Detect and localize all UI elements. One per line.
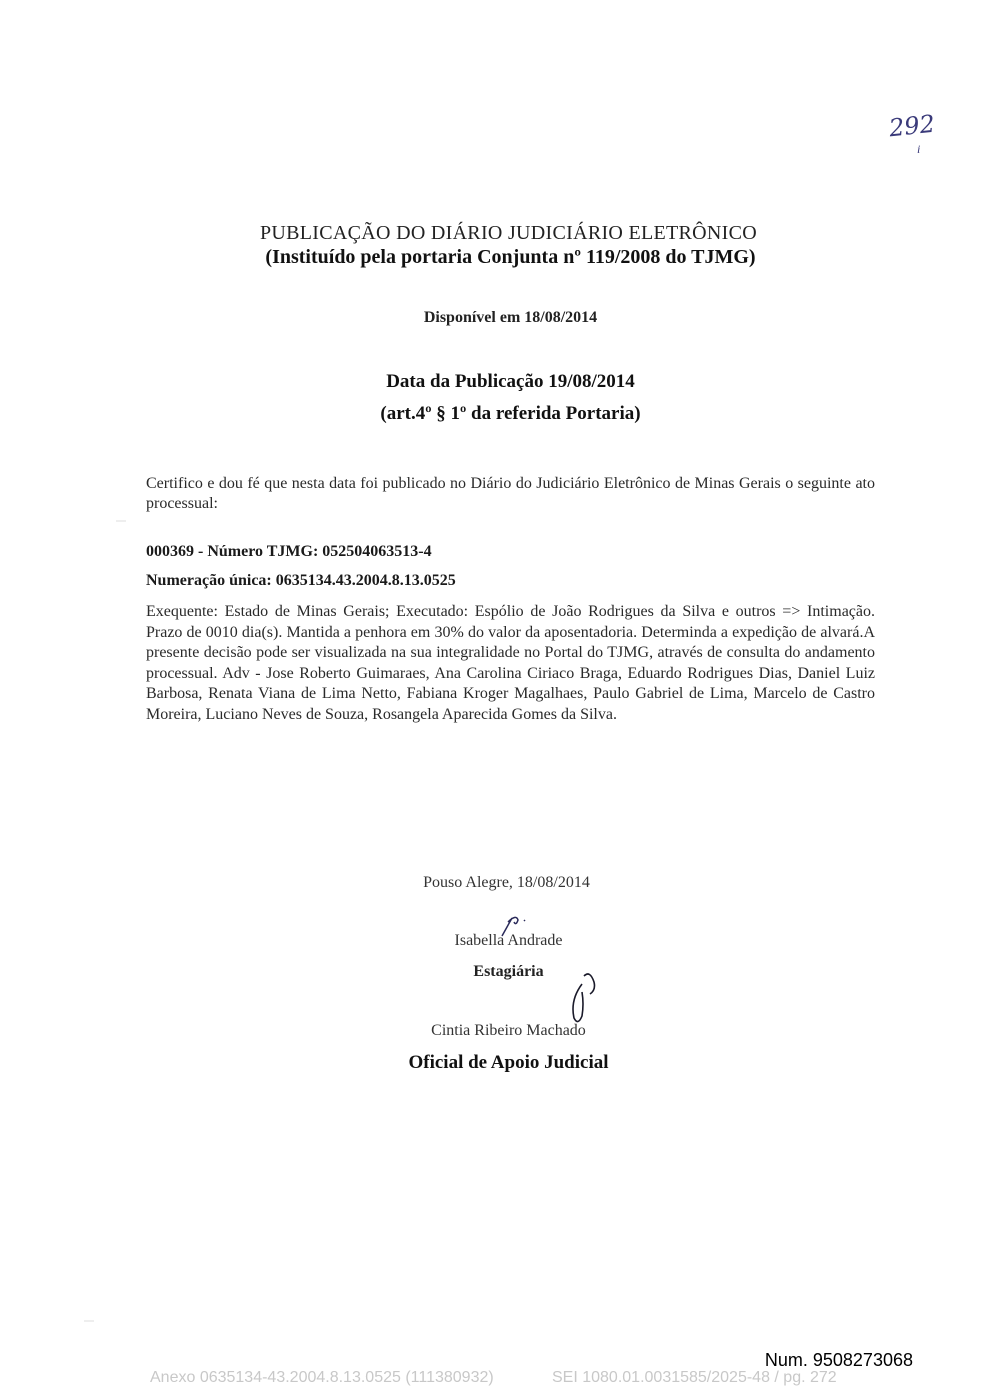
scan-artifact (84, 1320, 94, 1322)
scan-artifact (116, 520, 126, 522)
process-number: 000369 - Número TJMG: 052504063513-4 (146, 543, 432, 560)
official-role: Oficial de Apoio Judicial (408, 1052, 609, 1073)
intern-name: Isabella Andrade (454, 932, 563, 949)
publication-date: Data da Publicação 19/08/2014 (386, 371, 635, 392)
unique-process-number: Numeração única: 0635134.43.2004.8.13.0525 (146, 572, 456, 589)
document-subtitle: (Instituído pela portaria Conjunta nº 119/2008 do TJMG) (265, 246, 756, 268)
decision-paragraph: Exequente: Estado de Minas Gerais; Executado: Espólio de João Rodrigues da Silva e outros => Intimação. Prazo de 0010 dia(s). Mantida a penhora em 30% do valor da aposentadoria. Determinda a expedição de alvará.A presente decisão pode ser visualizada na sua integralidade no Portal do TJMG, através de consulta do andamento processual. Adv - Jose Roberto Guimaraes, Ana Carolina Ciriaco Braga, Eduardo Rodrigues Dias, Daniel Luiz Barbosa, Renata Viana de Lima Netto, Fabiana Kroger Magalhaes, Paulo Gabriel de Lima, Marcelo de Castro Moreira, Luciano Neves de Souza, Rosangela Aparecida Gomes da Silva. (146, 603, 875, 723)
place-date: Pouso Alegre, 18/08/2014 (423, 874, 590, 891)
handwritten-page-number: 292 (887, 109, 937, 143)
publication-reference: (art.4º § 1º da referida Portaria) (380, 403, 641, 424)
footer-annex: Anexo 0635134-43.2004.8.13.0525 (111380932) (150, 1369, 494, 1386)
footer-sei: SEI 1080.01.0031585/2025-48 / pg. 272 (552, 1369, 837, 1386)
intern-role: Estagiária (473, 963, 544, 980)
availability-date: Disponível em 18/08/2014 (423, 309, 598, 326)
official-signature (560, 970, 610, 1030)
document-number: Num. 9508273068 (764, 1350, 913, 1370)
certification-paragraph: Certifico e dou fé que nesta data foi publicado no Diário do Judiciário Eletrônico de Minas Gerais o seguinte ato processual: (146, 475, 875, 512)
document-title: PUBLICAÇÃO DO DIÁRIO JUDICIÁRIO ELETRÔNICO (259, 222, 758, 244)
handwritten-sub-mark: i (917, 142, 921, 156)
official-name: Cintia Ribeiro Machado (431, 1022, 586, 1039)
